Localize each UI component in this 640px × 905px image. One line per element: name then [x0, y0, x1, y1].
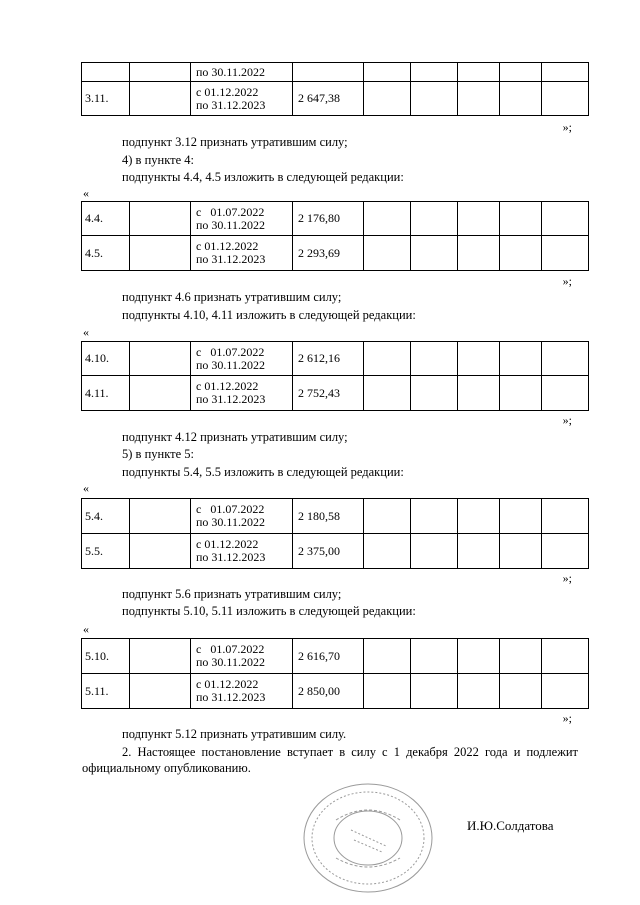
value-cell: 2 850,00: [293, 674, 364, 709]
text-line: подпункт 4.6 признать утратившим силу;: [122, 290, 342, 304]
value-cell: 2 612,16: [293, 342, 364, 376]
period-cell: с 01.07.2022 по 30.11.2022: [191, 202, 293, 236]
row-number: [82, 63, 130, 82]
row-number: 5.10.: [82, 639, 130, 674]
table-row: [82, 202, 589, 236]
opening-quote: «: [83, 325, 89, 339]
opening-quote: «: [83, 481, 89, 495]
row-number: 5.11.: [82, 674, 130, 709]
value-cell: [293, 63, 364, 82]
value-cell: 2 375,00: [293, 534, 364, 569]
period-cell: с 01.07.2022 по 30.11.2022: [191, 342, 293, 376]
period-cell: с 01.12.2022 по 31.12.2023: [191, 674, 293, 709]
value-cell: 2 752,43: [293, 376, 364, 411]
text-line: подпункты 5.4, 5.5 изложить в следующей редакции:: [122, 465, 404, 479]
row-number: 4.10.: [82, 342, 130, 376]
tariff-table-5b: [81, 638, 589, 709]
official-seal: [296, 780, 446, 895]
tariff-table-5a: [81, 498, 589, 569]
text-line: 4) в пункте 4:: [122, 153, 194, 167]
final-paragraph: 2. Настоящее постановление вступает в силу с 1 декабря 2022 года и подлежит официальному опубликованию.: [82, 745, 578, 775]
text-line: подпункт 4.12 признать утратившим силу;: [122, 430, 348, 444]
tariff-table-4a: [81, 201, 589, 271]
period-cell: с 01.12.2022 по 31.12.2023: [191, 236, 293, 271]
value-cell: 2 616,70: [293, 639, 364, 674]
period-cell: по 30.11.2022: [191, 63, 293, 82]
text-line: подпункты 4.10, 4.11 изложить в следующей редакции:: [122, 308, 416, 322]
value-cell: 2 176,80: [293, 202, 364, 236]
text-line: подпункты 4.4, 4.5 изложить в следующей редакции:: [122, 170, 404, 184]
signature-name: И.Ю.Солдатова: [467, 818, 554, 833]
row-number: 5.4.: [82, 499, 130, 534]
table-row: [82, 499, 589, 534]
row-number: 4.5.: [82, 236, 130, 271]
table-row: [82, 82, 589, 116]
closing-quote: »;: [562, 413, 572, 427]
value-cell: 2 180,58: [293, 499, 364, 534]
value-cell: 2 647,38: [293, 82, 364, 116]
table-row: [82, 63, 589, 82]
row-number: 5.5.: [82, 534, 130, 569]
value-cell: 2 293,69: [293, 236, 364, 271]
opening-quote: «: [83, 186, 89, 200]
row-number: 4.11.: [82, 376, 130, 411]
table-row: [82, 639, 589, 674]
text-line: подпункт 5.12 признать утратившим силу.: [122, 727, 347, 741]
row-number: 4.4.: [82, 202, 130, 236]
text-line: подпункт 5.6 признать утратившим силу;: [122, 587, 342, 601]
tariff-table-3: [81, 62, 589, 116]
closing-quote: »;: [562, 711, 572, 725]
period-cell: с 01.12.2022 по 31.12.2023: [191, 376, 293, 411]
period-cell: с 01.07.2022 по 30.11.2022: [191, 499, 293, 534]
row-number: 3.11.: [82, 82, 130, 116]
closing-quote: »;: [562, 274, 572, 288]
period-cell: с 01.12.2022 по 31.12.2023: [191, 534, 293, 569]
tariff-table-4b: [81, 341, 589, 411]
text-line: подпункты 5.10, 5.11 изложить в следующей редакции:: [122, 604, 416, 618]
closing-quote: »;: [562, 571, 572, 585]
table-row: [82, 342, 589, 376]
table-row: [82, 534, 589, 569]
table-row: [82, 236, 589, 271]
period-cell: с 01.07.2022 по 30.11.2022: [191, 639, 293, 674]
closing-quote: »;: [562, 120, 572, 134]
period-cell: с 01.12.2022 по 31.12.2023: [191, 82, 293, 116]
table-row: [82, 376, 589, 411]
text-line: 5) в пункте 5:: [122, 447, 194, 461]
opening-quote: «: [83, 622, 89, 636]
text-line: подпункт 3.12 признать утратившим силу;: [122, 135, 348, 149]
table-row: [82, 674, 589, 709]
